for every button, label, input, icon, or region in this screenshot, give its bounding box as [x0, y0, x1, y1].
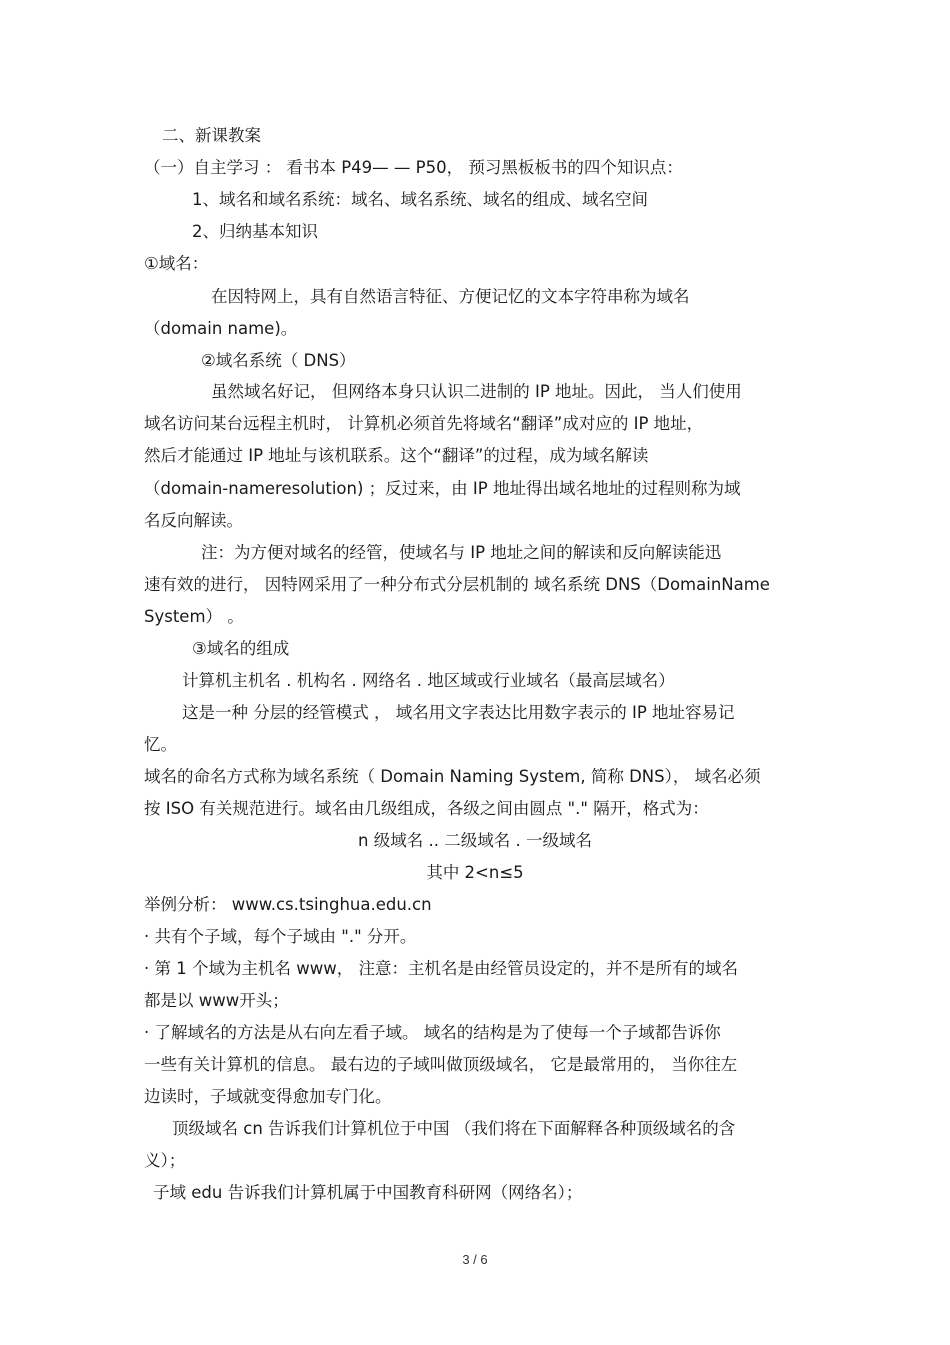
- section-heading: 二、新课教案: [162, 126, 261, 145]
- text-line: 1、域名和域名系统：域名、域名系统、域名的组成、域名空间: [192, 190, 648, 209]
- text-line: 忆。: [144, 735, 177, 754]
- text-line: 虽然域名好记， 但网络本身只认识二进制的 IP 地址。因此， 当人们使用: [211, 382, 742, 401]
- text-line: 按 ISO 有关规范进行。域名由几级组成，各级之间由圆点 "." 隔开，格式为：: [144, 799, 709, 818]
- text-line: 域名的命名方式称为域名系统（ Domain Naming System, 简称 DNS）， 域名必须: [144, 767, 761, 786]
- text-line: 举例分析： www.cs.tsinghua.edu.cn: [144, 895, 432, 914]
- page-number: 3 / 6: [462, 1252, 488, 1267]
- text-line: 边读时，子域就变得愈加专门化。: [144, 1087, 392, 1106]
- text-line: 义）；: [144, 1151, 186, 1170]
- bullet-line: · 第 1 个域为主机名 www， 注意：主机名是由经管员设定的，并不是所有的域名: [144, 959, 738, 978]
- text-line: 都是以 www开头；: [144, 991, 289, 1010]
- format-condition: 其中 2<n≤5: [426, 863, 524, 882]
- format-line: n 级域名 .. 二级域名 . 一级域名: [358, 831, 592, 850]
- text-line: 然后才能通过 IP 地址与该机联系。这个“翻译”的过程，成为域名解读: [144, 446, 649, 465]
- text-line: 在因特网上，具有自然语言特征、方便记忆的文本字符串称为域名: [211, 287, 690, 306]
- text-line: 计算机主机名 . 机构名 . 网络名 . 地区域或行业域名（最高层域名）: [182, 671, 675, 690]
- text-line: 速有效的进行， 因特网采用了一种分布式分层机制的 域名系统 DNS（DomainName: [144, 575, 770, 594]
- text-line: 名反向解读。: [144, 511, 243, 530]
- text-line: （domain-nameresolution) ；反过来，由 IP 地址得出域名地址的过程则称为域: [144, 479, 741, 498]
- text-line: System） 。: [144, 607, 244, 626]
- text-line: 域名访问某台远程主机时， 计算机必须首先将域名“翻译”成对应的 IP 地址，: [144, 414, 704, 433]
- subheading: ③域名的组成: [192, 639, 290, 658]
- text-line: 这是一种 分层的经管模式 ， 域名用文字表达比用数字表示的 IP 地址容易记: [182, 703, 735, 722]
- subheading: ①域名：: [144, 254, 209, 273]
- subheading: ②域名系统（ DNS）: [201, 351, 356, 370]
- text-line: （domain name)。: [144, 319, 298, 338]
- bullet-line: · 共有个子域，每个子域由 "." 分开。: [144, 927, 417, 946]
- note-line: 注：为方便对域名的经管，使域名与 IP 地址之间的解读和反向解读能迅: [201, 543, 722, 562]
- bullet-line: · 了解域名的方法是从右向左看子域。 域名的结构是为了使每一个子域都告诉你: [144, 1023, 721, 1042]
- text-line: 子域 edu 告诉我们计算机属于中国教育科研网（网络名）；: [153, 1183, 583, 1202]
- text-line: 顶级域名 cn 告诉我们计算机位于中国 （我们将在下面解释各种顶级域名的含: [172, 1119, 736, 1138]
- text-line: （一）自主学习 ： 看书本 P49— — P50， 预习黑板板书的四个知识点：: [144, 158, 683, 177]
- text-line: 2、归纳基本知识: [192, 222, 318, 241]
- text-line: 一些有关计算机的信息。 最右边的子域叫做顶级域名， 它是最常用的， 当你往左: [144, 1055, 738, 1074]
